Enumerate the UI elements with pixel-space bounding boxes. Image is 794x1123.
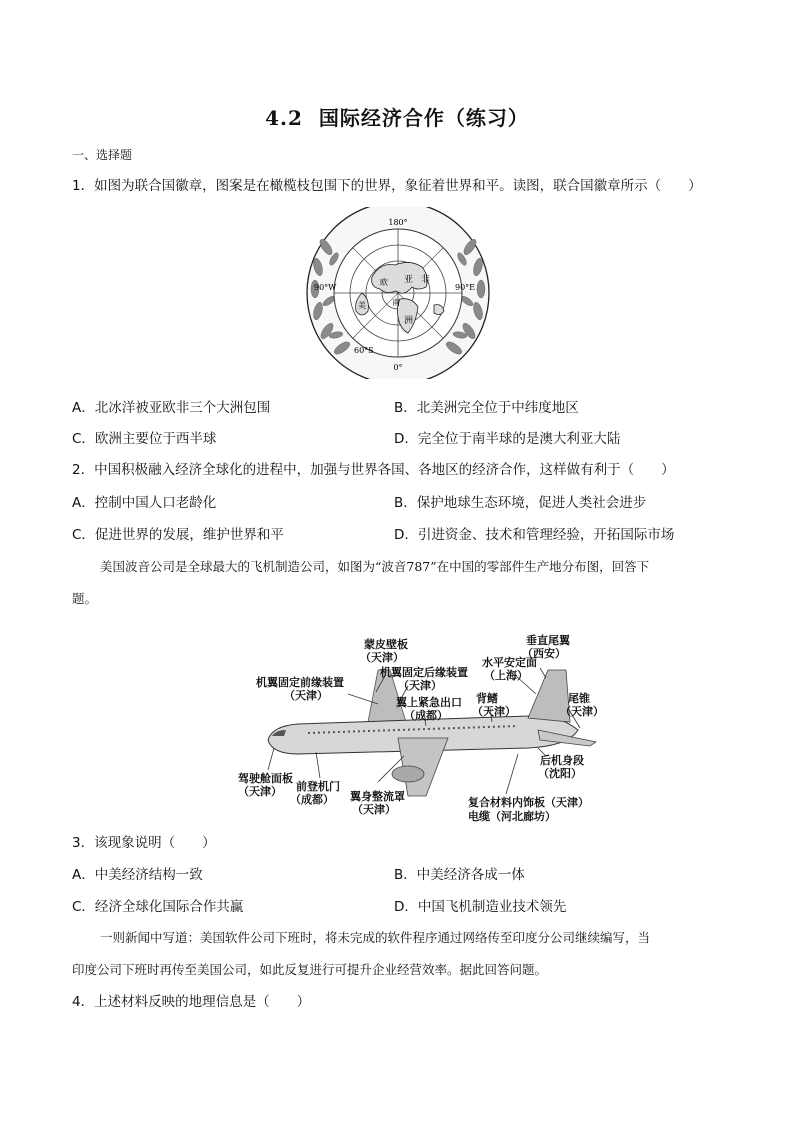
q2-option-d[interactable]: D．引进资金、技术和管理经验，开拓国际市场 <box>394 527 675 543</box>
label-90w: 90°W <box>314 283 337 292</box>
material-2-line-1: 一则新闻中写道：美国软件公司下班时，将未完成的软件程序通过网络传至印度分公司继续编写，当 <box>100 930 651 945</box>
label-horizontal-stabilizer: 水平安定面 <box>482 656 537 669</box>
label-horizontal-stabilizer-loc: （上海） <box>484 669 528 682</box>
label-cables: 电缆（河北廊坊） <box>468 810 556 823</box>
q3-option-c[interactable]: C．经济全球化国际合作共赢 <box>72 899 244 915</box>
label-south: 南 <box>392 298 400 307</box>
q1-option-d[interactable]: D．完全位于南半球的是澳大利亚大陆 <box>394 431 621 447</box>
label-skin-panel: 蒙皮壁板 <box>364 638 408 651</box>
label-dorsal-fin-loc: （天津） <box>472 705 516 718</box>
question-1-stem: 1．如图为联合国徽章，图案是在橄榄枝包围下的世界，象征着世界和平。读图，联合国徽章所示（ ） <box>72 178 702 194</box>
lesson-number: 4.2 <box>265 106 303 130</box>
label-trailing-edge-loc: （天津） <box>398 679 442 692</box>
q1-option-b[interactable]: B．北美洲完全位于中纬度地区 <box>394 400 579 416</box>
label-aft-fuselage-loc: （沈阳） <box>538 767 582 780</box>
label-0: 0° <box>393 363 403 372</box>
label-dorsal-fin: 背鳍 <box>476 692 498 705</box>
label-tail-cone: 尾锥 <box>568 692 590 705</box>
label-europe: 欧 <box>380 278 388 287</box>
q1-option-a[interactable]: A．北冰洋被亚欧非三个大洲包围 <box>72 400 271 416</box>
label-vertical-tail: 垂直尾翼 <box>526 634 570 647</box>
material-2-line-2: 印度公司下班时再传至美国公司，如此反复进行可提升企业经营效率。据此回答问题。 <box>72 962 548 977</box>
label-vertical-tail-loc: （西安） <box>522 647 566 660</box>
boeing-787-figure <box>228 630 620 826</box>
label-skin-panel-loc: （天津） <box>360 651 404 664</box>
q1-option-c[interactable]: C．欧洲主要位于西半球 <box>72 431 217 447</box>
label-africa-1: 非 <box>421 275 431 285</box>
material-1-line-2: 题。 <box>72 591 98 606</box>
q3-option-b[interactable]: B．中美经济各成一体 <box>394 867 525 883</box>
label-america: 美 <box>358 301 366 310</box>
label-180: 180° <box>388 218 408 227</box>
q3-option-a[interactable]: A．中美经济结构一致 <box>72 867 203 883</box>
question-2-stem: 2．中国积极融入经济全球化的进程中，加强与世界各国、各地区的经济合作，这样做有利于（ ） <box>72 462 675 478</box>
section-heading: 一、选择题 <box>72 148 133 162</box>
q2-option-a[interactable]: A．控制中国人口老龄化 <box>72 495 217 511</box>
question-3-stem: 3．该现象说明（ ） <box>72 835 216 851</box>
label-aft-fuselage: 后机身段 <box>540 754 584 767</box>
label-cockpit-panel: 驾驶舱面板 <box>238 772 293 785</box>
label-emergency-exit: 翼上紧急出口 <box>396 696 462 709</box>
label-front-door-loc: （成都） <box>290 793 334 806</box>
label-leading-edge-loc: （天津） <box>284 689 328 702</box>
label-90e: 90°E <box>455 283 476 292</box>
label-composite-panels: 复合材料内饰板（天津） <box>468 796 589 809</box>
un-emblem-figure <box>300 207 496 379</box>
q2-option-b[interactable]: B．保护地球生态环境，促进人类社会进步 <box>394 495 647 511</box>
label-asia: 亚 <box>404 275 414 285</box>
q3-option-d[interactable]: D．中国飞机制造业技术领先 <box>394 899 567 915</box>
material-1-line-1: 美国波音公司是全球最大的飞机制造公司，如图为“波音787”在中国的零部件生产地分布图，回答下 <box>100 559 650 574</box>
q2-option-c[interactable]: C．促进世界的发展，维护世界和平 <box>72 527 284 543</box>
lesson-title: 国际经济合作（练习） <box>318 106 529 130</box>
label-cockpit-panel-loc: （天津） <box>238 785 282 798</box>
label-africa-2: 洲 <box>404 316 414 326</box>
label-trailing-edge: 机翼固定后缘装置 <box>380 666 468 679</box>
label-wing-fairing-loc: （天津） <box>352 803 396 816</box>
label-front-door: 前登机门 <box>296 780 340 793</box>
label-emergency-exit-loc: （成都） <box>404 709 448 722</box>
label-wing-fairing: 翼身整流罩 <box>350 790 405 803</box>
page-title <box>0 102 794 131</box>
question-4-stem: 4．上述材料反映的地理信息是（ ） <box>72 994 311 1010</box>
label-60s: 60°S <box>354 346 374 355</box>
label-tail-cone-loc: （天津） <box>560 705 604 718</box>
label-leading-edge: 机翼固定前缘装置 <box>256 676 344 689</box>
